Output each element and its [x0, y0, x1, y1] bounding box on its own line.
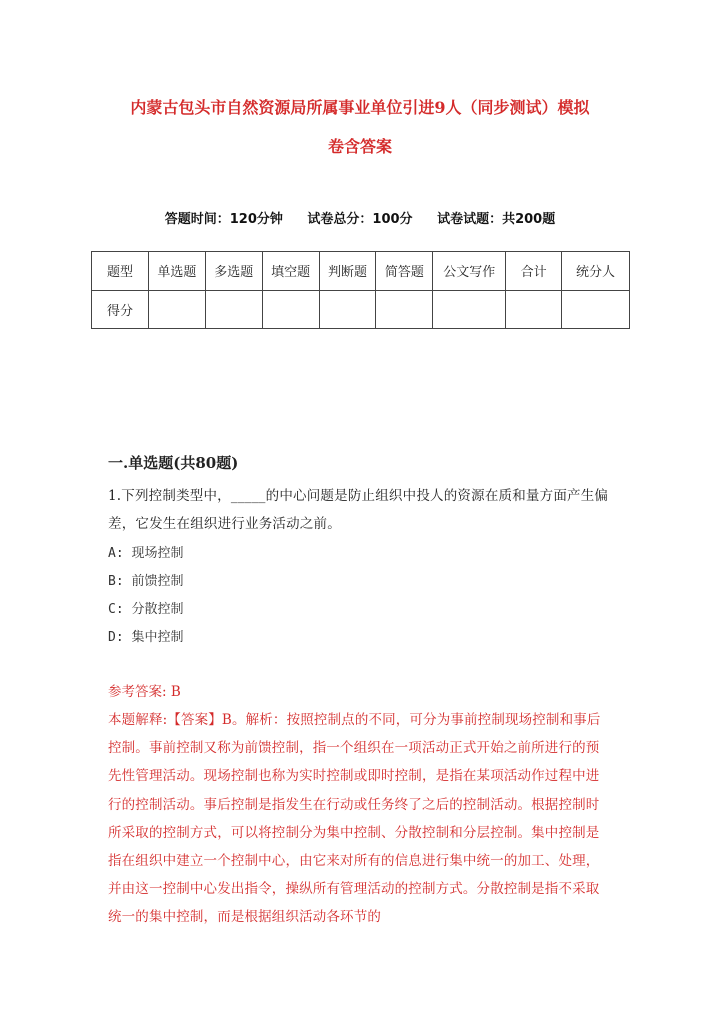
score-table-header-cell: 合计: [506, 252, 562, 291]
score-cell: [205, 290, 262, 329]
option-a: A: 现场控制: [108, 546, 184, 561]
option-c: C: 分散控制: [108, 602, 184, 617]
score-cell: [148, 290, 205, 329]
option-b: B: 前馈控制: [108, 574, 184, 589]
question-stem: 1.下列控制类型中，_____的中心问题是防止组织中投人的资源在质和量方面产生偏差，它发生在组织进行业务活动之前。: [108, 488, 609, 532]
score-table-header-cell: 判断题: [319, 252, 376, 291]
option-d: D: 集中控制: [108, 630, 184, 645]
score-table-header-cell: 填空题: [262, 252, 319, 291]
exam-question-count: 试卷试题：共200题: [437, 212, 556, 227]
exam-info: [0, 208, 720, 227]
score-cell: [506, 290, 562, 329]
score-table-header-cell: 单选题: [148, 252, 205, 291]
exam-time: 答题时间：120分钟: [164, 212, 283, 227]
score-table-header-cell: 题型: [92, 252, 149, 291]
score-table-header-cell: 多选题: [205, 252, 262, 291]
exam-total-score: 试卷总分：100分: [307, 212, 413, 227]
score-table-header-cell: 简答题: [376, 252, 433, 291]
score-row-label: 得分: [92, 290, 149, 329]
reference-answer: 参考答案: B: [108, 684, 181, 700]
score-cell: [433, 290, 506, 329]
score-cell: [562, 290, 630, 329]
score-cell: [262, 290, 319, 329]
page-title-line-1: 内蒙古包头市自然资源局所属事业单位引进9人（同步测试）模拟: [130, 98, 590, 117]
section-heading: 一.单选题(共80题): [108, 454, 239, 472]
answer-explanation: 本题解释:【答案】B。解析：按照控制点的不同，可分为事前控制现场控制和事后控制。事前控制又称为前馈控制，指一个组织在一项活动正式开始之前所进行的预先性管理活动。现场控制也称为实时控制或即时控制，是指在某项活动作过程中进行的控制活动。事后控制是指发生在行动或任务终了之后的控制活动。根据控制时所采取的控制方式，可以将控制分为集中控制、分散控制和分层控制。集中控制是指在组织中建立一个控制中心，由它来对所有的信息进行集中统一的加工、处理，并由这一控制中心发出指令，操纵所有管理活动的控制方式。分散控制是指不采取统一的集中控制，而是根据组织活动各环节的: [108, 712, 601, 926]
score-cell: [319, 290, 376, 329]
score-table-header-row: [92, 252, 630, 291]
score-table-header-cell: 公文写作: [433, 252, 506, 291]
page-title-line-2: 卷含答案: [327, 137, 392, 156]
score-table: [91, 251, 630, 329]
score-table-header-cell: 统分人: [562, 252, 630, 291]
score-table-score-row: [92, 290, 630, 329]
score-cell: [376, 290, 433, 329]
